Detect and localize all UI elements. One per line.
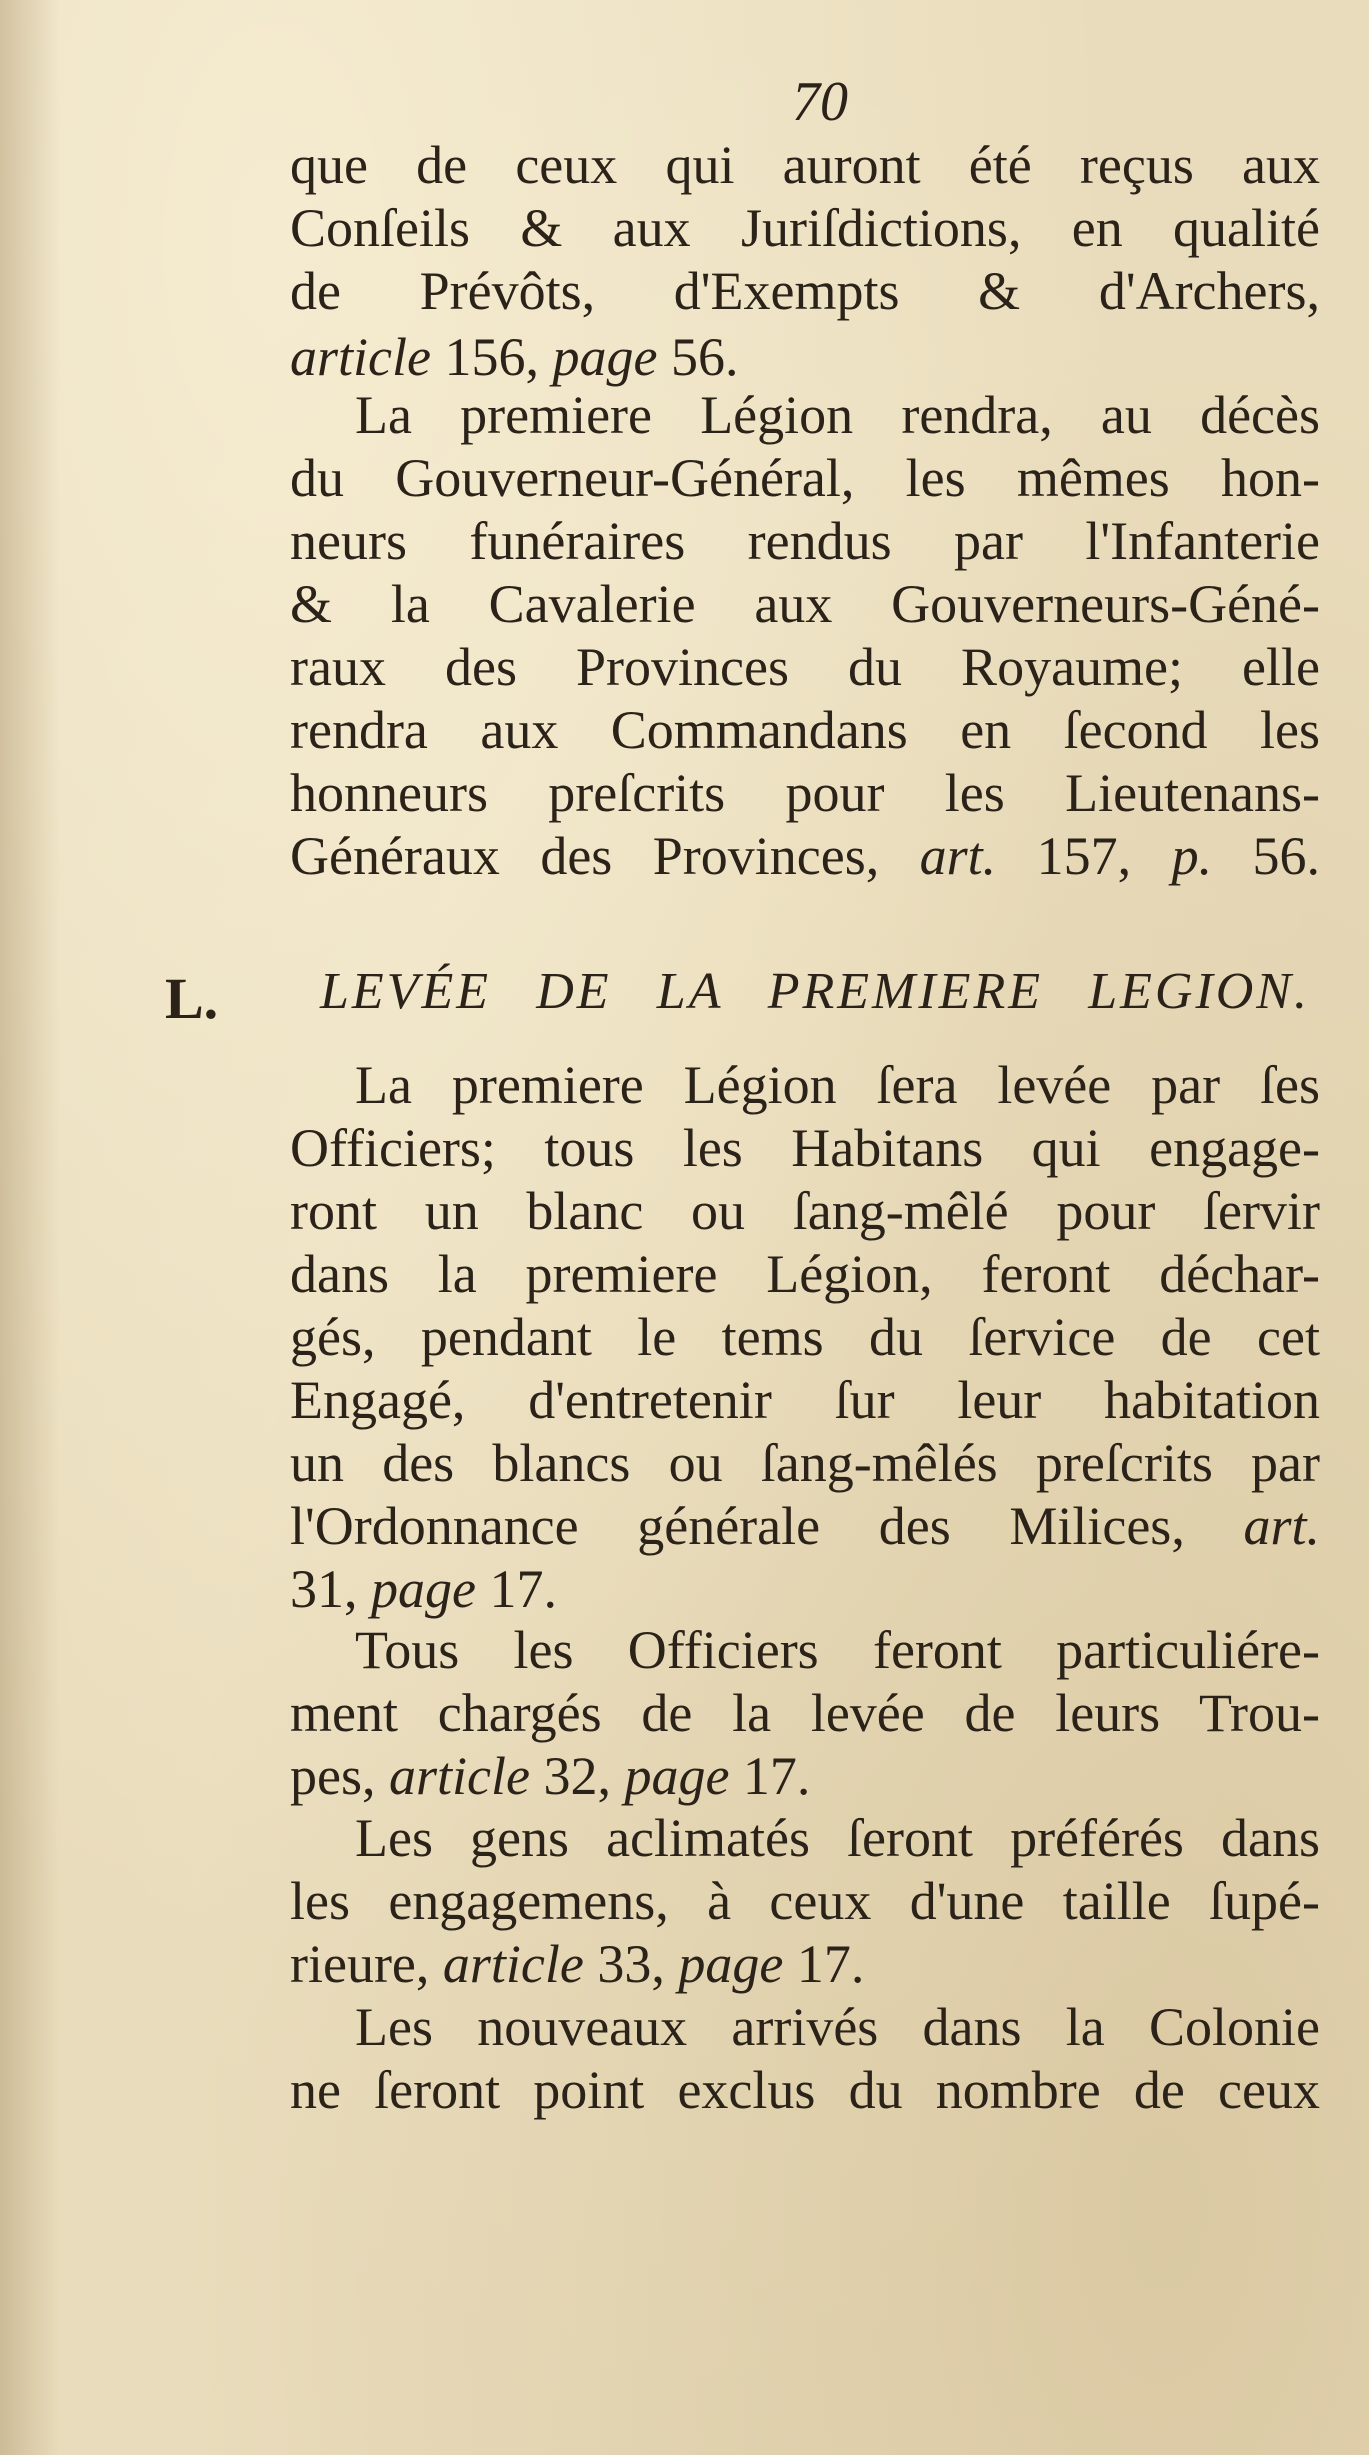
line-text: La premiere Légion rendra, au décès	[355, 385, 1320, 445]
text-line	[290, 1307, 1320, 1367]
text-line	[290, 1871, 1320, 1931]
text-line	[290, 700, 1320, 760]
citation-italic: p.	[1171, 826, 1213, 886]
text-line	[290, 1244, 1320, 1304]
line-text: de Prévôts, d'Exempts & d'Archers,	[290, 261, 1320, 321]
margin-letter: L.	[165, 966, 219, 1031]
line-text: 17.	[475, 1559, 557, 1619]
line-text: rieure,	[290, 1934, 443, 1994]
line-text: 32,	[529, 1746, 625, 1806]
text-line	[355, 1808, 1320, 1868]
text-line	[290, 826, 1320, 886]
line-text: Conſeils & aux Juriſdictions, en qualité	[290, 198, 1320, 258]
text-line	[290, 574, 1320, 634]
line-text: rendra aux Commandans en ſecond les	[290, 700, 1320, 760]
citation-italic: page	[624, 1746, 730, 1806]
line-text: ne ſeront point exclus du nombre de ceux	[290, 2060, 1320, 2120]
text-line	[290, 1118, 1320, 1178]
line-text: 17.	[729, 1746, 811, 1806]
line-text: neurs funéraires rendus par l'Infanterie	[290, 511, 1320, 571]
line-text: 156,	[430, 327, 553, 387]
citation-italic: article	[290, 327, 431, 387]
citation-italic: article	[388, 1746, 530, 1806]
line-text: pes,	[290, 1746, 389, 1806]
line-text: ront un blanc ou ſang-mêlé pour ſervir	[290, 1181, 1320, 1241]
page-number: 70	[792, 71, 848, 133]
text-line	[290, 198, 1320, 258]
line-text: 31,	[290, 1559, 371, 1619]
text-line	[290, 637, 1320, 697]
line-text: La premiere Légion ſera levée par ſes	[355, 1055, 1320, 1115]
line-text: 56.	[1212, 826, 1320, 886]
text-line	[290, 1683, 1320, 1743]
citation-italic: page	[678, 1934, 784, 1994]
line-text: Tous les Officiers feront particuliére-	[355, 1620, 1320, 1680]
line-text: 56.	[657, 327, 739, 387]
text-line	[290, 1370, 1320, 1430]
citation-italic: page	[552, 327, 658, 387]
line-text: ment chargés de la levée de leurs Trou-	[290, 1683, 1320, 1743]
line-text: un des blancs ou ſang-mêlés preſcrits par	[290, 1433, 1320, 1493]
text-line	[355, 1997, 1320, 2057]
text-line	[290, 327, 1320, 387]
citation-italic: art.	[1243, 1496, 1320, 1556]
line-text: l'Ordonnance générale des Milices,	[290, 1496, 1244, 1556]
line-text: les engagemens, à ceux d'une taille ſupé-	[290, 1871, 1320, 1931]
text-line	[290, 1181, 1320, 1241]
line-text: dans la premiere Légion, feront déchar-	[290, 1244, 1320, 1304]
line-text: du Gouverneur-Général, les mêmes hon-	[290, 448, 1320, 508]
text-line	[290, 448, 1320, 508]
line-text: 157,	[996, 826, 1172, 886]
text-line	[290, 763, 1320, 823]
text-line	[290, 135, 1320, 195]
text-line	[355, 385, 1320, 445]
text-line	[290, 1433, 1320, 1493]
text-line	[355, 1055, 1320, 1115]
citation-italic: art.	[919, 826, 997, 886]
text-line	[290, 2060, 1320, 2120]
line-text: 33,	[583, 1934, 679, 1994]
citation-italic: page	[371, 1559, 476, 1619]
text-line	[290, 1496, 1320, 1556]
line-text: Généraux des Provinces,	[290, 826, 920, 886]
line-text: gés, pendant le tems du ſervice de cet	[290, 1307, 1320, 1367]
text-line	[290, 1934, 1320, 1994]
line-text: Officiers; tous les Habitans qui engage-	[290, 1118, 1320, 1178]
line-text: honneurs preſcrits pour les Lieutenans-	[290, 763, 1320, 823]
line-text: raux des Provinces du Royaume; elle	[290, 637, 1320, 697]
line-text: que de ceux qui auront été reçus aux	[290, 135, 1320, 195]
text-line	[290, 511, 1320, 571]
text-line	[355, 1620, 1320, 1680]
text-line	[290, 261, 1320, 321]
line-text: & la Cavalerie aux Gouverneurs-Géné-	[290, 574, 1320, 634]
line-text: Les gens aclimatés ſeront préférés dans	[355, 1808, 1320, 1868]
line-text: 17.	[783, 1934, 865, 1994]
text-line	[290, 1746, 1320, 1806]
page-edge-shadow	[0, 0, 60, 2455]
section-heading: LEVÉE DE LA PREMIERE LEGION.	[320, 963, 1310, 1020]
line-text: Engagé, d'entretenir ſur leur habitation	[290, 1370, 1320, 1430]
line-text: Les nouveaux arrivés dans la Colonie	[355, 1997, 1320, 2057]
text-line	[290, 1559, 1320, 1619]
citation-italic: article	[442, 1934, 584, 1994]
